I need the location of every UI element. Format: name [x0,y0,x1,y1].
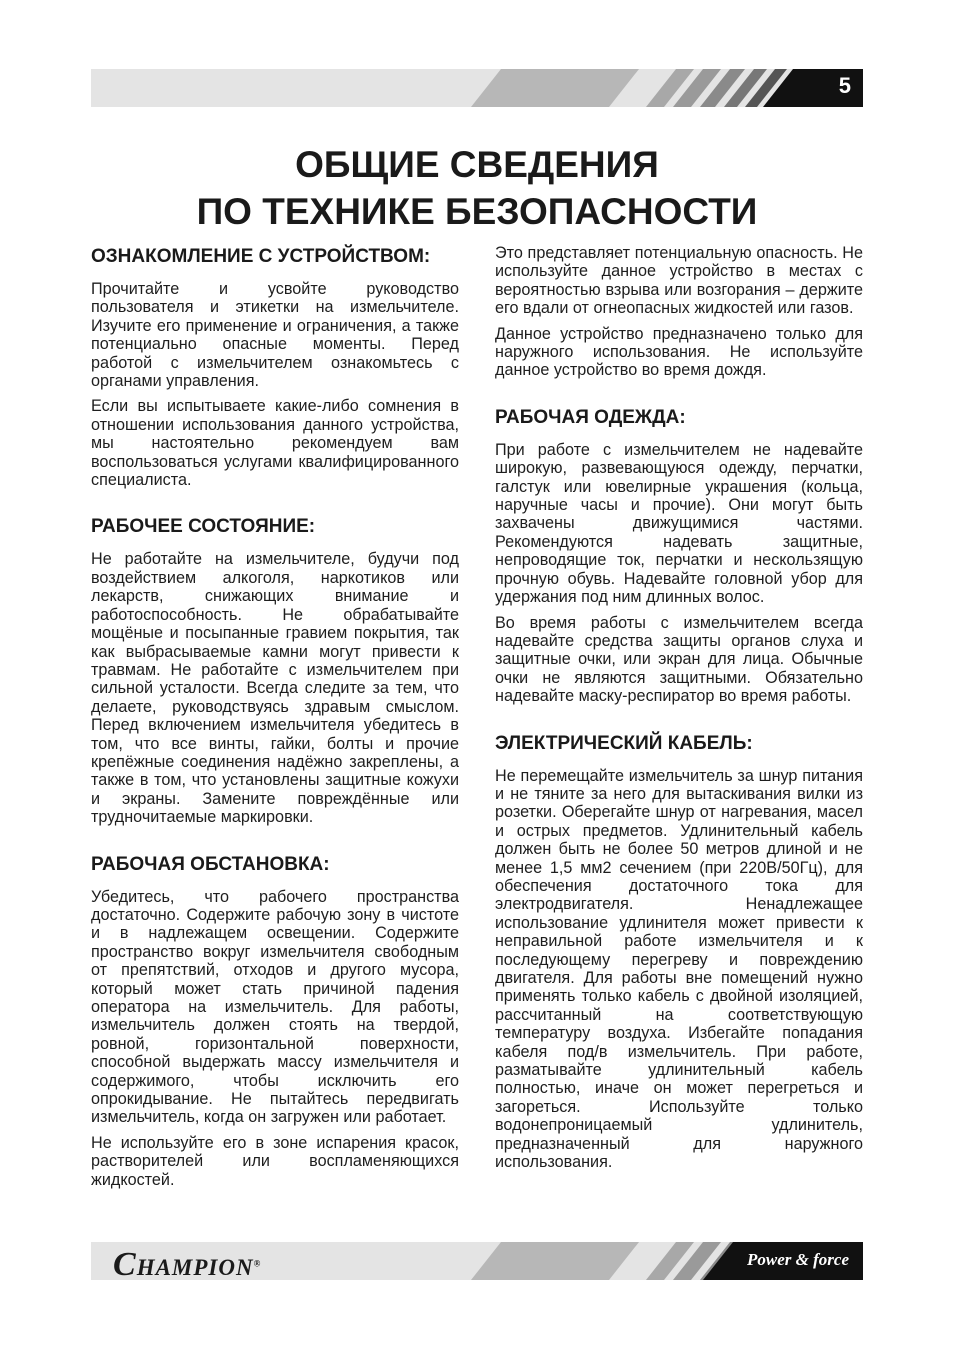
header-stripes [91,69,863,107]
page-title-line-2: ПО ТЕХНИКЕ БЕЗОПАСНОСТИ [196,191,758,232]
section-heading-electric-cable: ЭЛЕКТРИЧЕСКИЙ КАБЕЛЬ: [495,732,753,754]
champion-logo [113,1246,261,1280]
left-column [91,244,459,1196]
page-title [91,141,863,235]
section-gap [91,834,459,852]
paragraph: Во время работы с измельчителем всегда надевайте средства защиты органов слуха и защитные очки, или экран для лица. Обычные очки не являются защитными. Обязательно надевайте маску-респиратор во время работы. [495,613,863,706]
section-gap [495,387,863,405]
header-band [91,69,863,107]
section-heading-device-familiarization: ОЗНАКОМЛЕНИЕ С УСТРОЙСТВОМ: [91,246,431,267]
paragraph: Прочитайте и усвойте руководство пользователя и этикетки на измельчителе. Изучите его применение и ограничения, а также потенциально опасные моменты. Перед работой с измельчителем ознакомьтесь с органами управления. [91,280,459,391]
paragraph: При работе с измельчителем не надевайте широкую, развевающуюся одежду, перчатки, галстук или ювелирные украшения (кольца, наручные часы и прочие). Они могут быть захвачены движущимися частями. Рекомендуются надевать защитные, непроводящие ток, перчатки и нескользящую прочную обувь. Надевайте головной убор для удержания под ним длинных волос. [495,440,863,607]
paragraph: Это представляет потенциальную опасность. Не используйте данное устройство в местах с вероятностью взрыва или возгорания – держите его вдали от огнеопасных жидкостей или газов. [495,244,863,318]
registered-mark-icon: ® [253,1258,262,1269]
page-number: 5 [838,73,851,98]
logo-initial: C [113,1246,137,1280]
logo-wordmark: HAMPION [136,1255,254,1280]
paragraph: Не работайте на измельчителе, будучи под воздействием алкоголя, наркотиков или лекарств, снижающих внимание и работоспособность. Не обрабатывайте мощёные и посыпанные гравием покрытия, так как выбрасываемые камни могут привести к травмам. Не работайте с измельчителем при сильной усталости. Всегда следите за тем, что делаете, руководствуясь здравым смыслом. Перед включением измельчителя убедитесь в том, что все винты, гайки, болты и прочие крепёжные соединения надёжно закреплены, а также в том, что установлены защитные кожухи и экраны. Замените повреждённые или трудночитаемые маркировки. [91,550,459,827]
paragraph: Не перемещайте измельчитель за шнур питания и не тяните за него для вытаскивания вилки из розетки. Оберегайте шнур от нагревания, масел и острых предметов. Удлинительный кабель должен быть не более 50 метров длиной и не менее 1,5 мм2 сечением (при 220В/50Гц), для обеспечения достаточного тока для электродвигателя. Ненадлежащее использование удлинителя может привести к неправильной работе измельчителя и к последующему перегреву и повреждению двигателя. Для работы вне помещений нужно применять только кабель с двойной изоляцией, рассчитанный на соответствующую температуру воздуха. Избегайте попадания кабеля под/в измельчитель. При работе, разматывайте удлинительный кабель полностью, иначе он может перегреться и загореться. Используйте только водонепроницаемый удлинитель, предназначенный для наружного использования. [495,766,863,1172]
section-gap [91,496,459,514]
paragraph: Данное устройство предназначено только для наружного использования. Не используйте данное устройство во время дождя. [495,324,863,380]
section-gap [495,713,863,731]
section-heading-work-clothing: РАБОЧАЯ ОДЕЖДА: [495,406,686,428]
paragraph: Не используйте его в зоне испарения красок, растворителей или воспламеняющихся жидкостей. [91,1133,459,1189]
paragraph: Убедитесь, что рабочего пространства достаточно. Содержите рабочую зону в чистоте и в надлежащем освещении. Содержите пространство вокруг измельчителя свободным от препятствий, отходов и другого мусора, который может стать причиной падения оператора на измельчитель. Для работы, измельчитель должен стоять на твердой, ровной, горизонтальной поверхности, способной выдержать массу измельчителя и содержимого, чтобы исключить его опрокидывание. Не пытайтесь передвигать измельчитель, когда он загружен или работает. [91,887,459,1127]
section-heading-work-environment: РАБОЧАЯ ОБСТАНОВКА: [91,853,330,875]
paragraph: Если вы испытываете какие-либо сомнения в отношении использования данного устройства, мы настоятельно рекомендуем вам воспользоваться услугами квалифицированного специалиста. [91,397,459,490]
brand-slogan: Power & force [747,1250,849,1269]
page-title-line-1: ОБЩИЕ СВЕДЕНИЯ [295,144,659,185]
section-heading-working-condition: РАБОЧЕЕ СОСТОЯНИЕ: [91,516,316,538]
right-column [495,244,863,1178]
footer-band [91,1242,863,1280]
